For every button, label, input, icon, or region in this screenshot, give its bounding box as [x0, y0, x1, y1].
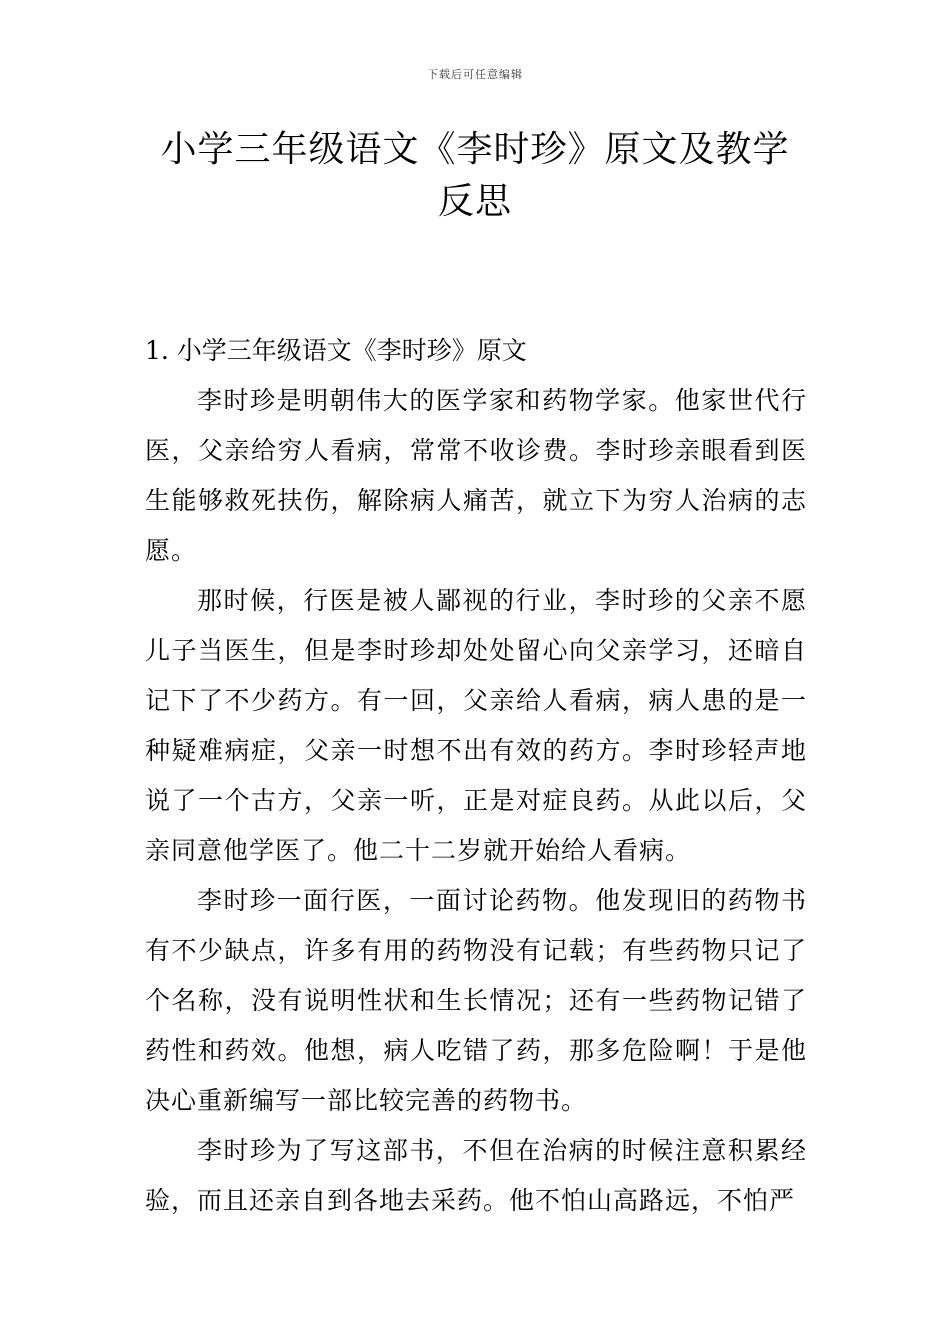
document-title: 小学三年级语文《李时珍》原文及教学反思: [160, 129, 790, 222]
document-body: [145, 326, 807, 1226]
header-note: 下载后可任意编辑: [427, 68, 523, 81]
paragraph-1: 李时珍是明朝伟大的医学家和药物学家。他家世代行医，父亲给穷人看病，常常不收诊费。李时珍亲眼看到医生能够救死扶伤，解除病人痛苦，就立下为穷人治病的志愿。: [145, 386, 807, 565]
section-heading: 1. 小学三年级语文《李时珍》原文: [145, 336, 527, 365]
paragraph-3: 李时珍一面行医，一面讨论药物。他发现旧的药物书有不少缺点，许多有用的药物没有记载；有些药物只记了个名称，没有说明性状和生长情况；还有一些药物记错了药性和药效。他想，病人吃错了药，那多危险啊！于是他决心重新编写一部比较完善的药物书。: [145, 886, 807, 1115]
paragraph-2: 那时候，行医是被人鄙视的行业，李时珍的父亲不愿儿子当医生，但是李时珍却处处留心向父亲学习，还暗自记下了不少药方。有一回，父亲给人看病，病人患的是一种疑难病症，父亲一时想不出有效的药方。李时珍轻声地说了一个古方，父亲一听，正是对症良药。从此以后，父亲同意他学医了。他二十二岁就开始给人看病。: [145, 586, 807, 865]
paragraph-4: 李时珍为了写这部书，不但在治病的时候注意积累经验，而且还亲自到各地去采药。他不怕山高路远，不怕严: [145, 1136, 807, 1215]
